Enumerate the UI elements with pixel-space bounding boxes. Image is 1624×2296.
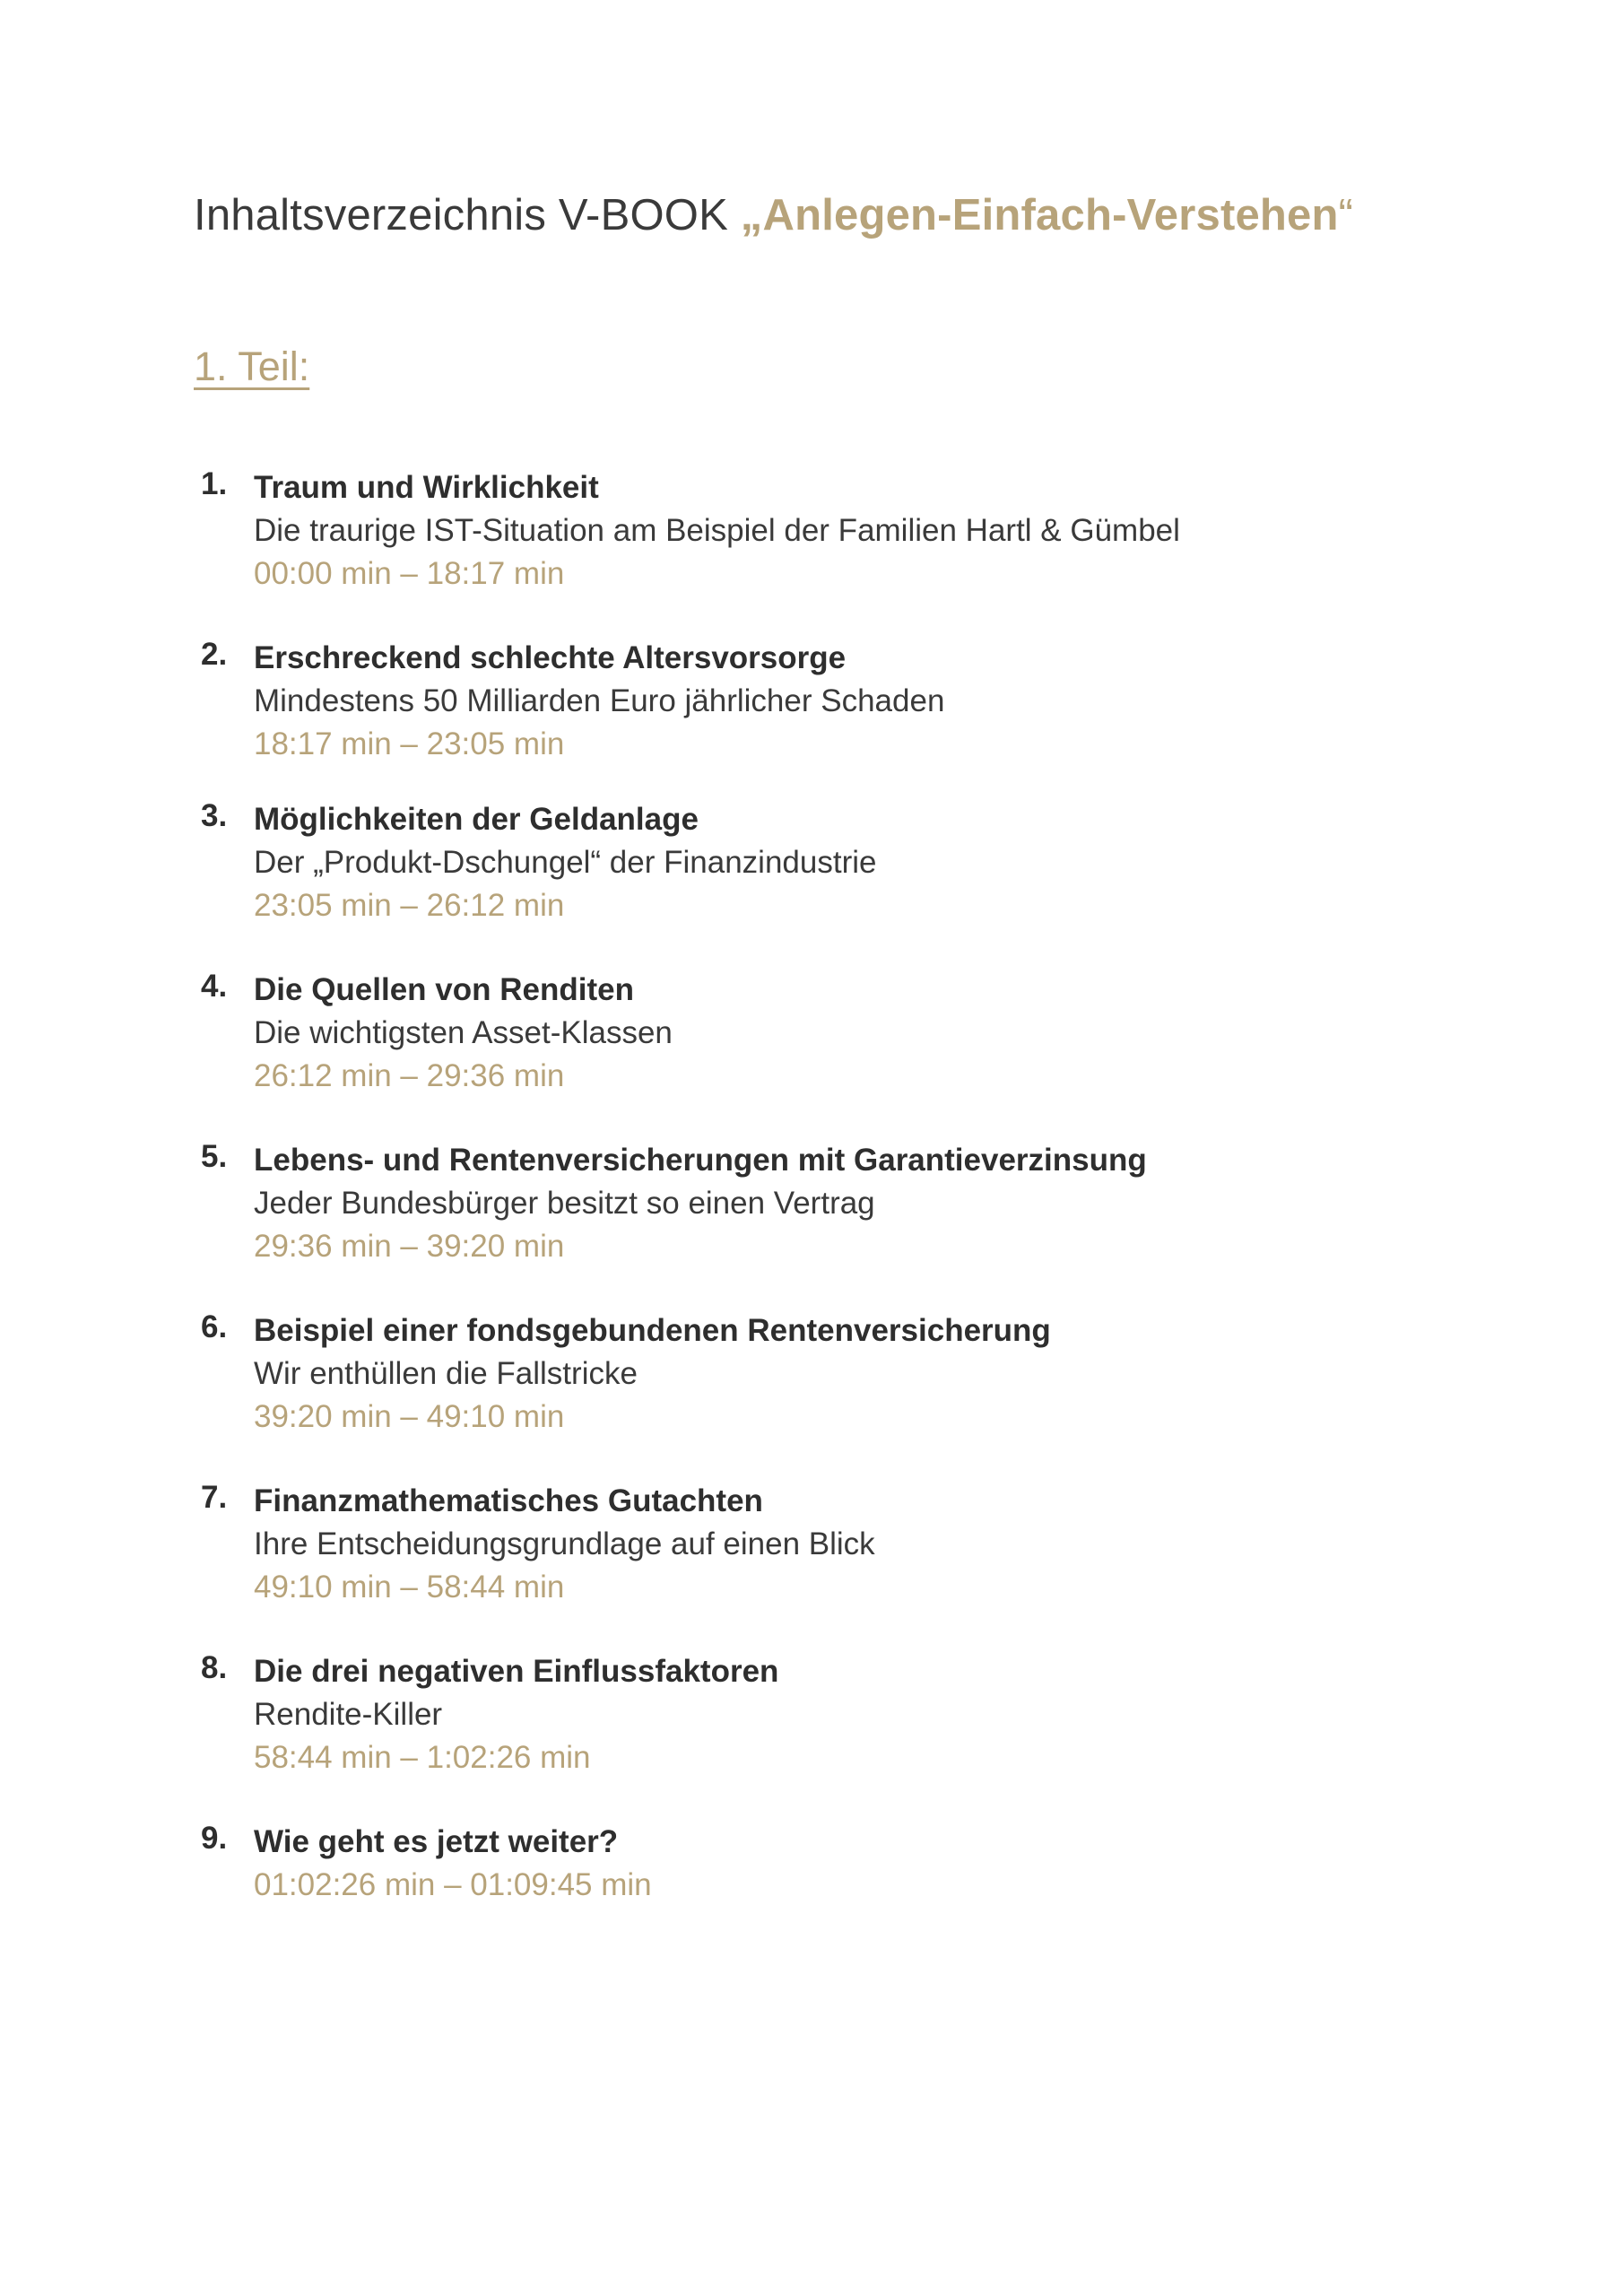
document-title <box>194 190 1353 240</box>
toc-item-number: 9. <box>201 1821 228 1856</box>
toc-item-title: Beispiel einer fondsgebundenen Rentenversicherung <box>254 1313 1051 1348</box>
toc-item-body <box>254 1821 652 1907</box>
toc-item-number: 4. <box>201 969 228 1004</box>
toc-item-title: Finanzmathematisches Gutachten <box>254 1483 763 1518</box>
toc-item-subtitle: Wir enthüllen die Fallstricke <box>254 1356 638 1391</box>
toc-item-subtitle: Der „Produkt-Dschungel“ der Finanzindustrie <box>254 845 877 880</box>
toc-item-time: 29:36 min – 39:20 min <box>254 1229 565 1264</box>
toc-item-body <box>254 1650 778 1779</box>
toc-item-body <box>254 637 944 766</box>
toc-item-body <box>254 1309 1051 1439</box>
toc-item-time: 01:02:26 min – 01:09:45 min <box>254 1867 652 1902</box>
toc-item-subtitle: Die traurige IST-Situation am Beispiel der Familien Hartl & Gümbel <box>254 513 1180 548</box>
toc-item-subtitle: Rendite-Killer <box>254 1697 443 1732</box>
toc-item-time: 18:17 min – 23:05 min <box>254 726 565 761</box>
toc-item-number: 8. <box>201 1650 228 1685</box>
toc-item-time: 49:10 min – 58:44 min <box>254 1570 565 1605</box>
toc-item-title: Die drei negativen Einflussfaktoren <box>254 1654 779 1689</box>
toc-item-title: Lebens- und Rentenversicherungen mit Garantieverzinsung <box>254 1143 1147 1178</box>
toc-item-title: Wie geht es jetzt weiter? <box>254 1824 619 1859</box>
document-title-prefix: Inhaltsverzeichnis V-BOOK <box>194 191 741 239</box>
toc-item-body <box>254 1480 875 1609</box>
toc-item-time: 23:05 min – 26:12 min <box>254 888 565 923</box>
toc-item-time: 00:00 min – 18:17 min <box>254 556 565 591</box>
toc-item-title: Traum und Wirklichkeit <box>254 470 599 505</box>
document-title-accent: „Anlegen-Einfach-Verstehen <box>740 191 1339 239</box>
toc-item-title: Die Quellen von Renditen <box>254 972 634 1007</box>
toc-item-body <box>254 969 673 1098</box>
toc-item-body <box>254 798 876 927</box>
document-title-quote-close: “ <box>1338 191 1354 239</box>
toc-item-subtitle: Die wichtigsten Asset-Klassen <box>254 1015 673 1050</box>
toc-item-number: 6. <box>201 1309 228 1344</box>
toc-item-number: 2. <box>201 637 228 672</box>
toc-item-number: 1. <box>201 466 228 501</box>
toc-item-number: 3. <box>201 798 228 833</box>
toc-item-title: Möglichkeiten der Geldanlage <box>254 802 699 837</box>
toc-item-number: 5. <box>201 1139 228 1174</box>
toc-item-subtitle: Ihre Entscheidungsgrundlage auf einen Blick <box>254 1526 875 1561</box>
toc-item-time: 39:20 min – 49:10 min <box>254 1399 565 1434</box>
toc-item-body <box>254 1139 1147 1268</box>
toc-item-subtitle: Jeder Bundesbürger besitzt so einen Vertrag <box>254 1186 875 1221</box>
toc-item-number: 7. <box>201 1480 228 1515</box>
toc-item-time: 58:44 min – 1:02:26 min <box>254 1740 591 1775</box>
toc-item-time: 26:12 min – 29:36 min <box>254 1058 565 1093</box>
toc-item-body <box>254 466 1180 596</box>
toc-item-title: Erschreckend schlechte Altersvorsorge <box>254 640 847 675</box>
toc-item-subtitle: Mindestens 50 Milliarden Euro jährlicher Schaden <box>254 683 945 718</box>
part-heading: 1. Teil: <box>194 344 310 389</box>
